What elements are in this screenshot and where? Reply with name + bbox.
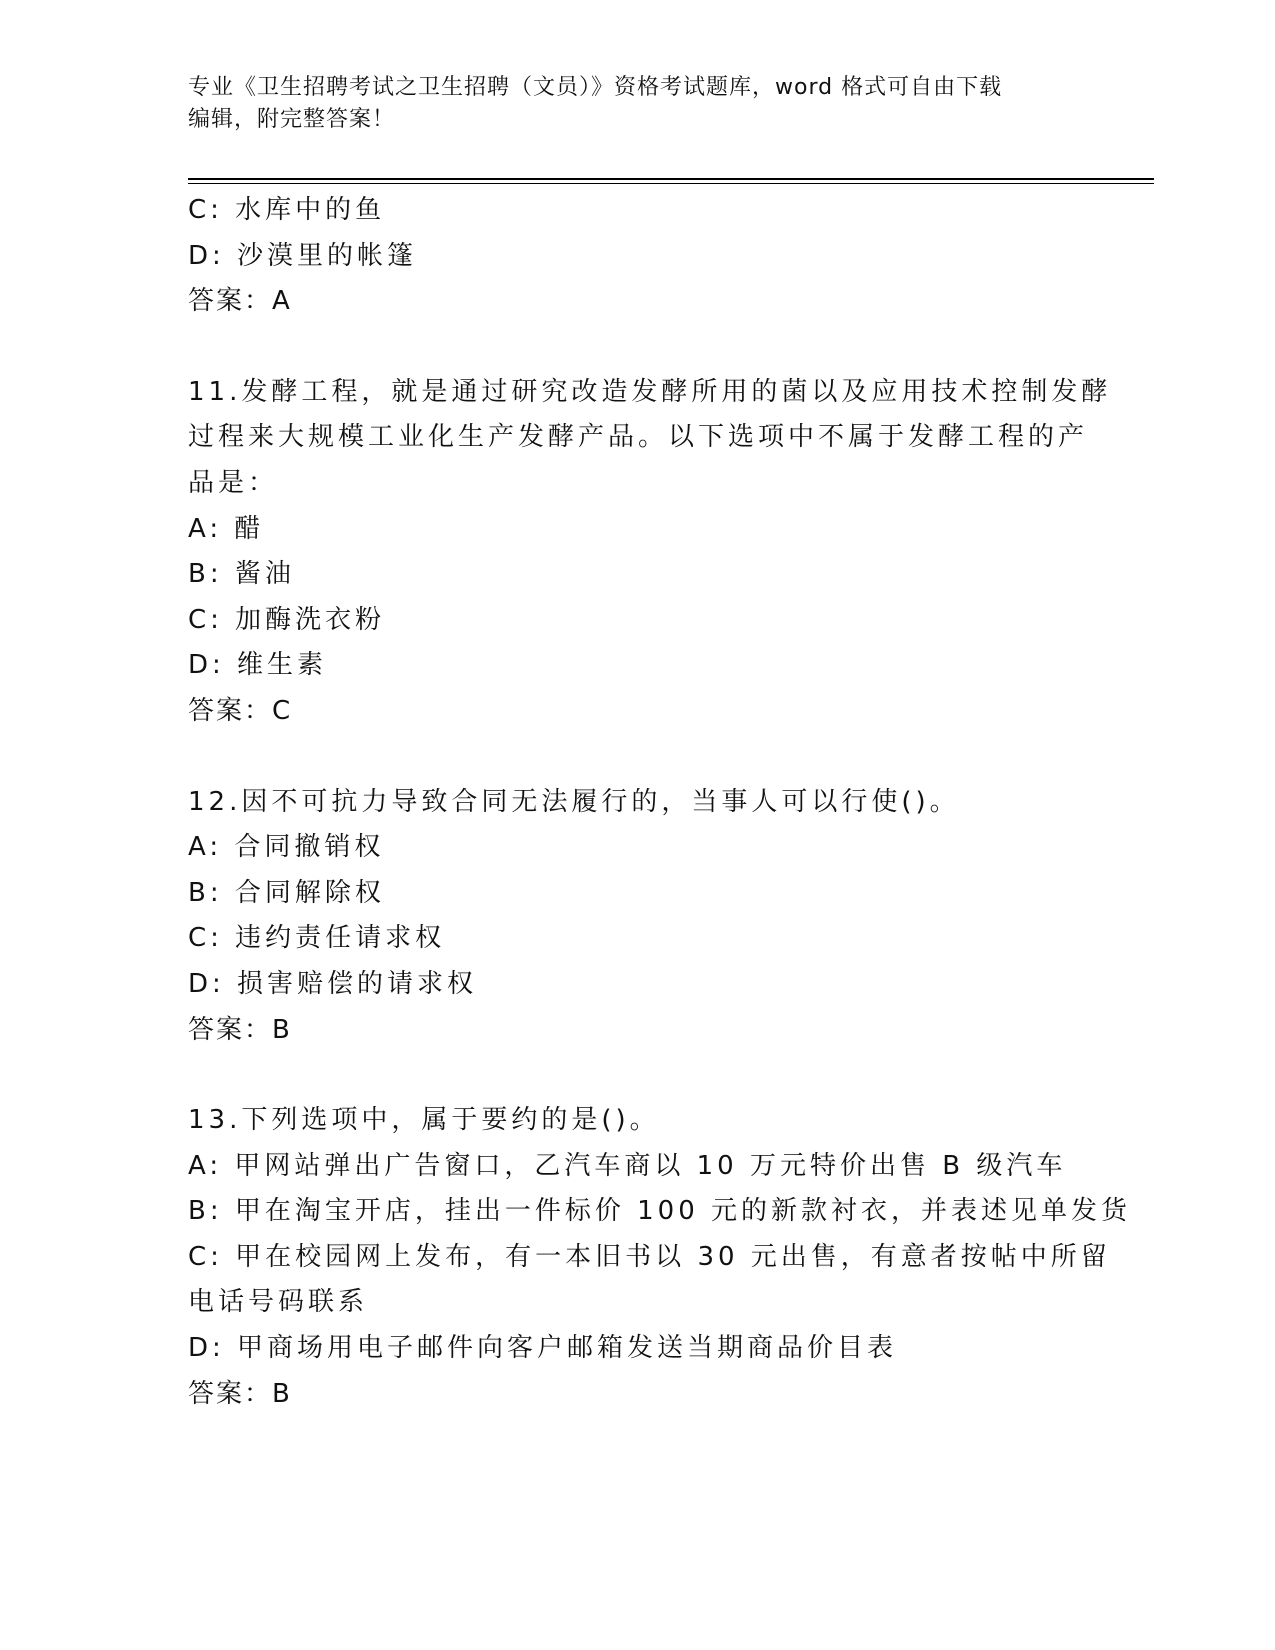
spacer: [188, 1053, 1088, 1098]
question-13: [188, 1098, 1132, 1417]
header-line: 编辑，附完整答案！: [188, 107, 396, 132]
question-stem: 品是：: [188, 467, 279, 498]
option-b: B: 合同解除权: [188, 877, 385, 908]
option-c-continued: 电话号码联系: [188, 1287, 369, 1318]
option-c: C: 水库中的鱼: [188, 195, 386, 225]
spacer: [188, 325, 1088, 370]
header-divider: [188, 178, 1154, 180]
option-d: D: 甲商场用电子邮件向客户邮箱发送当期商品价目表: [188, 1333, 898, 1364]
answer-line: 答案：C: [188, 695, 293, 726]
option-d: D: 维生素: [188, 650, 328, 681]
spacer: [188, 735, 1088, 780]
question-stem: 13.下列选项中，属于要约的是()。: [188, 1105, 660, 1136]
option-c: C: 甲在校园网上发布，有一本旧书以 30 元出售，有意者按帖中所留: [188, 1241, 1111, 1272]
question-content: [188, 188, 1132, 1417]
option-d: D: 沙漠里的帐篷: [188, 240, 418, 271]
option-c: C: 加酶洗衣粉: [188, 604, 386, 635]
option-a: A: 醋: [188, 513, 265, 544]
answer-line: 答案：B: [188, 1014, 292, 1045]
header-line: 专业《卫生招聘考试之卫生招聘（文员）》资格考试题库，word 格式可自由下载: [188, 75, 1003, 100]
option-d: D: 损害赔偿的请求权: [188, 968, 478, 999]
header-divider: [188, 183, 1154, 184]
answer-line: 答案：B: [188, 1378, 292, 1409]
document-header: [188, 72, 1068, 136]
option-b: B: 甲在淘宝开店，挂出一件标价 100 元的新款衬衣，并表述见单发货: [188, 1196, 1132, 1227]
question-12: [188, 780, 1088, 1054]
option-a: A: 合同撤销权: [188, 832, 385, 863]
question-stem: 12.因不可抗力导致合同无法履行的，当事人可以行使()。: [188, 786, 960, 817]
option-c: C: 违约责任请求权: [188, 923, 446, 954]
question-stem: 11.发酵工程，就是通过研究改造发酵所用的菌以及应用技术控制发酵: [188, 376, 1112, 407]
option-b: B: 酱油: [188, 559, 295, 590]
answer-line: 答案：A: [188, 286, 292, 317]
question-10-remainder: [188, 188, 1088, 325]
question-11: [188, 370, 1112, 735]
question-stem: 过程来大规模工业化生产发酵产品。以下选项中不属于发酵工程的产: [188, 422, 1089, 453]
option-a: A: 甲网站弹出广告窗口，乙汽车商以 10 万元特价出售 B 级汽车: [188, 1150, 1067, 1181]
